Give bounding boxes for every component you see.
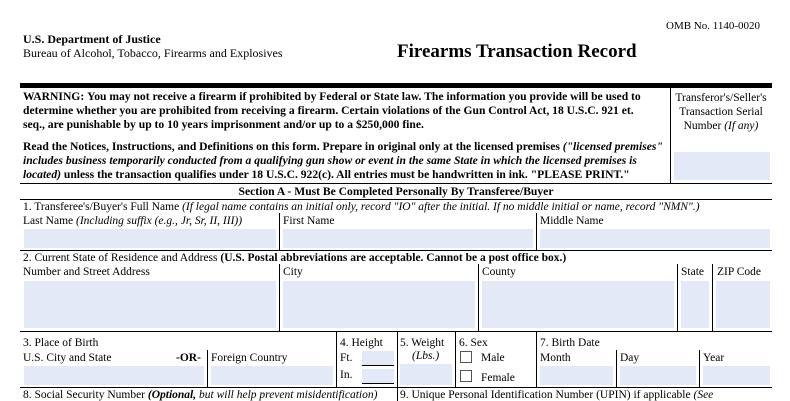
last-name-label	[23, 215, 242, 227]
serial-line-3a: Number	[683, 120, 725, 132]
state-label: State	[681, 266, 704, 278]
bureau-name: Bureau of Alcohol, Tobacco, Firearms and Explosives	[23, 46, 283, 60]
month-label: Month	[540, 352, 571, 364]
warning-block	[23, 90, 668, 182]
agency-name: U.S. Department of Justice	[23, 32, 161, 46]
divider-q5-q6	[455, 331, 456, 387]
male-label: Male	[481, 352, 505, 364]
divider-q6-q7	[536, 331, 537, 387]
city-label: City	[283, 266, 303, 278]
notice-line-1a: Read the Notices, Instructions, and Definitions on this form. Prepare in original only at the licensed premises	[23, 140, 563, 153]
female-label: Female	[481, 372, 515, 384]
divider-state-zip	[712, 264, 713, 331]
divider-us-foreign	[207, 350, 208, 387]
q9-title: 9. Unique Personal Identification Number (UPIN) if applicable	[400, 389, 694, 401]
month-input[interactable]	[540, 366, 613, 385]
header-rule	[20, 83, 772, 88]
divider-q8-q9	[397, 387, 398, 401]
q2-title: 2. Current State of Residence and Address	[23, 252, 221, 264]
male-checkbox[interactable]	[460, 351, 472, 363]
q1-hint: (If legal name contains an initial only, record "IO" after the initial. If no middle initial or name, record "NMN".)	[182, 201, 700, 213]
divider-last-first	[279, 213, 280, 250]
rule-section-a-top	[20, 183, 772, 184]
section-a-title: Section A - Must Be Completed Personally By Transferee/Buyer	[238, 185, 554, 198]
divider-city-county	[478, 264, 479, 331]
q4-label: 4. Height	[340, 337, 383, 349]
city-input[interactable]	[283, 281, 475, 328]
street-input[interactable]	[24, 281, 276, 328]
warning-line-1: You may not receive a firearm if prohibited by Federal or State law. The information you provide will be used to	[87, 90, 641, 103]
day-input[interactable]	[620, 366, 696, 385]
us-city-state-label: U.S. City and State	[23, 352, 112, 364]
divider-county-state	[677, 264, 678, 331]
q8-title: 8. Social Security Number	[23, 389, 148, 401]
female-checkbox[interactable]	[460, 370, 472, 382]
serial-line-1: Transferor's/Seller's	[675, 92, 767, 104]
q8-label	[23, 389, 377, 401]
divider-q4-q5	[397, 331, 398, 387]
state-input[interactable]	[681, 281, 709, 328]
rule-q2-bottom	[20, 331, 772, 332]
street-label: Number and Street Address	[23, 266, 150, 278]
omb-number: OMB No. 1140-0020	[666, 20, 761, 32]
county-input[interactable]	[482, 281, 674, 328]
last-name-hint: (Including suffix (e.g., Jr, Sr, II, III))	[76, 215, 243, 227]
divider-first-middle	[536, 213, 537, 250]
rule-q3-bottom	[20, 387, 772, 388]
warning-lead: WARNING:	[23, 90, 85, 103]
first-name-input[interactable]	[283, 229, 533, 248]
q3-label: 3. Place of Birth	[23, 337, 99, 349]
weight-unit-label: (Lbs.)	[412, 350, 440, 362]
height-ft-input[interactable]	[362, 351, 394, 365]
q8-optional: (Optional,	[147, 389, 197, 401]
q2-label	[23, 252, 566, 264]
year-input[interactable]	[703, 366, 770, 385]
first-name-label: First Name	[283, 215, 335, 227]
q1-title: 1. Transferee's/Buyer's Full Name	[23, 201, 183, 213]
height-in-input[interactable]	[362, 369, 394, 383]
q9-label	[400, 389, 713, 401]
divider-street-city	[279, 264, 280, 331]
q8-note: but will help prevent misidentification)	[196, 389, 378, 401]
last-name-title: Last Name	[23, 215, 77, 227]
rule-section-a-bottom	[20, 199, 772, 200]
q7-label: 7. Birth Date	[540, 337, 600, 349]
weight-input[interactable]	[400, 364, 452, 385]
zip-input[interactable]	[716, 281, 770, 328]
last-name-input[interactable]	[24, 229, 276, 248]
q1-label	[23, 201, 700, 213]
us-city-state-input[interactable]	[24, 366, 204, 385]
height-ft-line	[362, 365, 394, 366]
q9-see: (See	[693, 389, 714, 401]
height-in-label: In.	[340, 369, 353, 381]
serial-number-field[interactable]	[674, 152, 770, 180]
day-label: Day	[620, 352, 640, 364]
warning-line-3: seq., are punishable by up to 10 years imprisonment and/or up to a $250,000 fine.	[23, 118, 424, 131]
serial-line-3b: (If any)	[724, 120, 759, 132]
q2-hint: (U.S. Postal abbreviations are acceptable. Cannot be a post office box.)	[220, 252, 567, 264]
serial-label	[671, 91, 771, 133]
rule-q1-bottom	[20, 250, 772, 251]
divider-month-day	[616, 350, 617, 387]
divider-q3-q4	[336, 331, 337, 387]
notice-line-3b: unless the transaction qualifies under 18 U.S.C. 922(c). All entries must be handwritten in ink. "PLEASE PRINT."	[61, 168, 630, 181]
foreign-country-label: Foreign Country	[211, 352, 288, 364]
notice-line-3a: located)	[23, 168, 61, 181]
year-label: Year	[703, 352, 725, 364]
height-ft-label: Ft.	[340, 352, 353, 364]
notice-line-1b: ("licensed premises"	[562, 140, 663, 153]
zip-label: ZIP Code	[717, 266, 761, 278]
form-title: Firearms Transaction Record	[397, 41, 637, 62]
notice-line-2: includes business temporarily conducted from a qualifying gun show or event in the same State in which the licensed premises is	[23, 154, 637, 167]
divider-day-year	[699, 350, 700, 387]
serial-line-2: Transaction Serial	[679, 106, 763, 118]
warning-line-2: determine whether you are prohibited from receiving a firearm. Certain violations of the Gun Control Act, 18 U.S.C. 921 et.	[23, 104, 634, 117]
q5-label: 5. Weight	[400, 337, 445, 349]
county-label: County	[482, 266, 516, 278]
middle-name-label: Middle Name	[540, 215, 604, 227]
q6-label: 6. Sex	[459, 337, 488, 349]
or-label: -OR-	[176, 352, 201, 364]
height-in-line	[362, 383, 394, 384]
middle-name-input[interactable]	[540, 229, 770, 248]
foreign-country-input[interactable]	[211, 366, 333, 385]
